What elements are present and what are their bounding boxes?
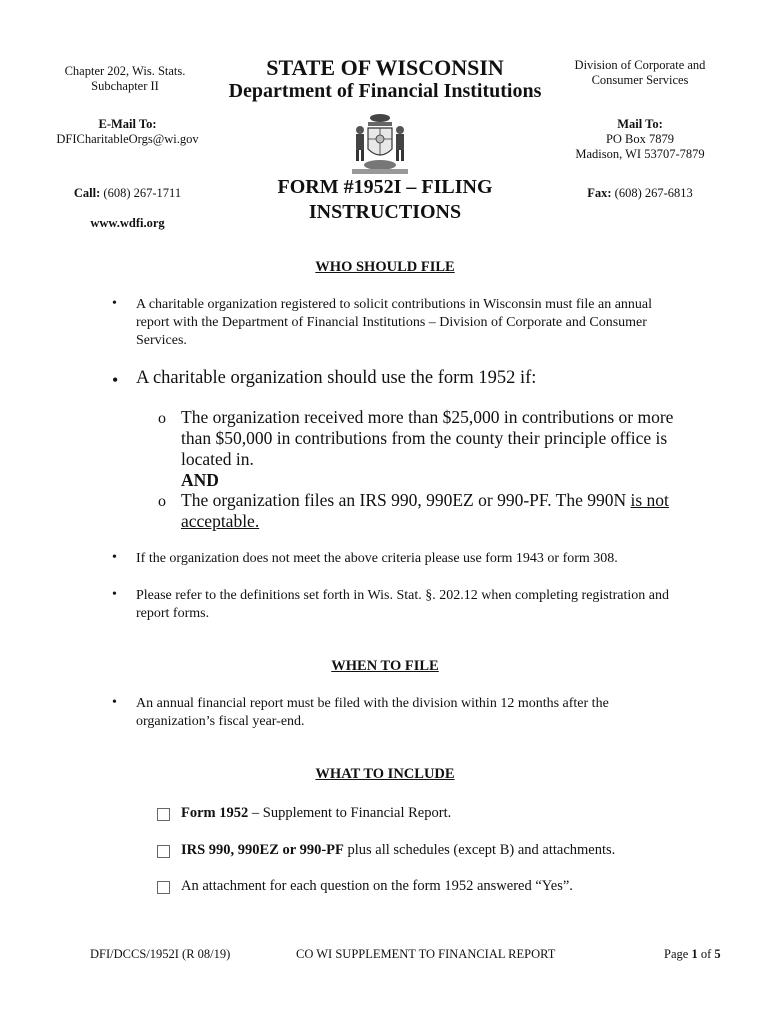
mail-box: PO Box 7879 [605,132,675,146]
form-title-line-2: INSTRUCTIONS [308,201,462,223]
include-item-2-rest: plus all schedules (except B) and attachments. [343,842,616,858]
mail-block [555,117,725,162]
fax-label: Fax: [587,186,612,200]
page-prefix: Page [664,947,692,961]
call-label: Call: [73,186,101,200]
who-bullet-1: A charitable organization registered to solicit contributions in Wisconsin must file an annual report with the Department of Financial Institutions – Division of Corporate and Consumer Services. [136,297,653,348]
who-sub-1 [181,407,701,491]
email-label: E-Mail To: [98,117,157,131]
who-bullet-4: Please refer to the definitions set forth in Wis. Stat. §. 202.12 when completing registration and report forms. [136,588,670,621]
include-item-3: An attachment for each question on the form 1952 answered “Yes”. [181,878,573,894]
include-item-1-bold: Form 1952 [181,805,249,821]
department-title: Department of Financial Institutions [228,80,542,102]
bullet-icon: • [112,695,117,710]
page-current: 1 [691,947,698,961]
who-bullet-3: If the organization does not meet the above criteria please use form 1943 or form 308. [136,551,618,566]
wisconsin-seal-icon [346,111,414,175]
bullet-icon: • [112,296,117,311]
division-name [555,58,725,88]
what-to-include-heading: WHAT TO INCLUDE [315,766,455,782]
footer-center-text: CO WI SUPPLEMENT TO FINANCIAL REPORT [296,947,556,961]
page-of: of [697,947,715,961]
include-item-1 [181,804,701,822]
include-item-2 [181,841,701,859]
form-title-line-1: FORM #1952I – FILING [277,176,493,198]
who-sub-2-prefix: The organization files an IRS 990, 990EZ or 990-PF. The 990N [181,490,631,510]
who-should-file-heading: WHO SHOULD FILE [315,259,455,275]
statute-line-1: Chapter 202, Wis. Stats. [64,64,186,78]
fax-line [555,186,725,201]
fax-number: (608) 267-6813 [611,186,693,200]
when-to-file-heading: WHEN TO FILE [331,658,439,674]
email-block [40,117,215,147]
phone-line [40,186,215,201]
checkbox[interactable] [157,845,170,858]
bullet-icon: • [112,587,117,602]
page-total: 5 [714,947,721,961]
checkbox[interactable] [157,881,170,894]
email-address[interactable]: DFICharitableOrgs@wi.gov [56,132,199,146]
mail-label: Mail To: [617,117,663,131]
statute-reference [40,64,210,94]
state-title: STATE OF WISCONSIN [266,55,504,80]
sub-bullet-icon: o [158,410,166,427]
when-bullet-1: An annual financial report must be filed with the division within 12 months after the organization’s fiscal year-end. [136,696,609,729]
include-item-1-rest: – Supplement to Financial Report. [248,805,452,821]
who-sub-2-underlined: is not acceptable. [181,490,669,531]
website-link[interactable]: www.wdfi.org [90,216,165,230]
include-item-2-bold: IRS 990, 990EZ or 990-PF [181,842,344,858]
statute-line-2: Subchapter II [91,79,159,93]
footer-page-number [664,947,721,962]
form-title [215,175,555,225]
footer-form-code: DFI/DCCS/1952I (R 08/19) [90,947,231,961]
and-text: AND [181,470,219,490]
mail-city: Madison, WI 53707-7879 [575,147,705,161]
who-sub-1-text: The organization received more than $25,000 in contributions or more than $50,000 in contributions from the county their principle office is located in. [181,407,674,469]
checkbox[interactable] [157,808,170,821]
who-bullet-2: A charitable organization should use the form 1952 if: [136,368,537,388]
call-number: (608) 267-1711 [100,186,182,200]
bullet-icon: • [112,370,119,390]
bullet-icon: • [112,550,117,565]
sub-bullet-icon: o [158,493,166,510]
who-sub-2 [181,490,701,532]
division-line-1: Division of Corporate and [574,58,706,72]
division-line-2: Consumer Services [591,73,689,87]
